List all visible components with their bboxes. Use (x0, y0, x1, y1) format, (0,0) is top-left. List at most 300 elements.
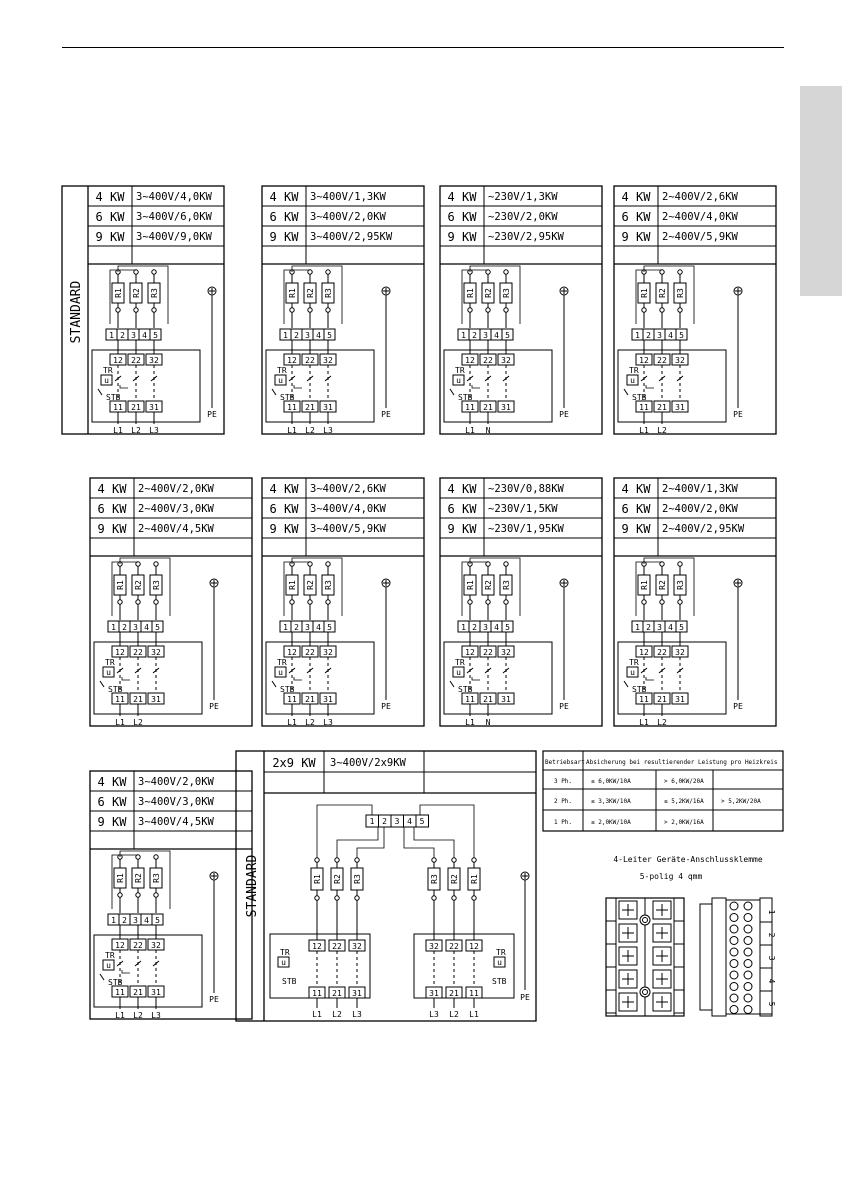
wire-clamp (730, 902, 738, 910)
contact-label: 22 (305, 356, 315, 365)
pe-label: PE (733, 410, 743, 419)
resistor-label: R3 (324, 288, 333, 298)
contact-label: 12 (639, 648, 649, 657)
power-label: 6 KW (621, 502, 651, 516)
resistor-label: R2 (450, 874, 459, 884)
contact-label: 22 (657, 356, 667, 365)
fuse-table-cell: ≤ 6,0KW/10A (591, 778, 631, 785)
terminal-node (315, 858, 319, 862)
pe-label: PE (733, 702, 743, 711)
power-label: 6 KW (95, 210, 125, 224)
power-label: 6 KW (447, 210, 477, 224)
voltage-spec: 3~400V/5,9KW (310, 523, 386, 535)
supply-line-label: L1 (115, 1011, 125, 1020)
contact-label: 11 (113, 403, 123, 412)
terminal-node (134, 308, 138, 312)
supply-line-label: L1 (469, 1010, 479, 1019)
voltage-spec: 3~400V/9,0KW (136, 231, 212, 243)
voltage-spec: 2~400V/3,0KW (138, 503, 214, 515)
wire (122, 970, 130, 973)
wire (133, 376, 139, 381)
pe-label: PE (381, 702, 391, 711)
wire (325, 376, 331, 381)
voltage-spec: 2~400V/4,5KW (138, 523, 214, 535)
stb-label: STB (492, 977, 507, 986)
contact-label: 12 (287, 356, 297, 365)
voltage-spec: ~230V/2,0KW (488, 211, 558, 223)
wire-clamp (744, 914, 752, 922)
terminal-block-number: 5 (767, 1001, 776, 1007)
power-label: 9 KW (621, 522, 651, 536)
heater-panel-9 (90, 771, 252, 1020)
contact-label: 21 (305, 403, 315, 412)
tr-unit-label: u (106, 668, 111, 677)
contact-label: 22 (483, 356, 493, 365)
terminal-node (678, 270, 682, 274)
heater-panel-3 (440, 186, 602, 435)
terminal-number: 2 (122, 916, 127, 925)
resistor-label: R2 (484, 288, 493, 298)
terminal-node (504, 270, 508, 274)
supply-line-label: L3 (352, 1010, 362, 1019)
power-label: 6 KW (97, 502, 127, 516)
wire (677, 668, 683, 673)
resistor-label: R1 (288, 288, 297, 298)
wire-clamp (744, 983, 752, 991)
resistor-label: R1 (313, 874, 322, 884)
terminal-node (118, 600, 122, 604)
terminal-block-number: 3 (767, 955, 776, 961)
contact-label: 31 (323, 403, 333, 412)
voltage-spec: 3~400V/4,0KW (310, 503, 386, 515)
contact-label: 32 (352, 942, 362, 951)
resistor-label: R2 (484, 580, 493, 590)
wire (98, 389, 102, 395)
supply-line-label: L2 (133, 718, 143, 727)
terminal-node (154, 893, 158, 897)
contact-label: 21 (483, 403, 493, 412)
terminal-node (136, 855, 140, 859)
terminal-node (118, 893, 122, 897)
terminal-number: 5 (505, 331, 510, 340)
terminal-node (134, 270, 138, 274)
stb-label: STB (108, 685, 123, 694)
terminal-number: 2 (122, 623, 127, 632)
terminal-number: 1 (111, 916, 116, 925)
voltage-spec: 3~400V/2,0KW (138, 776, 214, 788)
contact-label: 21 (133, 695, 143, 704)
wire (503, 376, 509, 381)
supply-line-label: L3 (151, 1011, 161, 1020)
voltage-spec: 2~400V/4,0KW (662, 211, 738, 223)
wire (624, 389, 628, 395)
power-label: 9 KW (97, 815, 127, 829)
voltage-spec: 2~400V/1,3KW (662, 483, 738, 495)
resistor-label: R1 (466, 288, 475, 298)
contact-label: 12 (465, 648, 475, 657)
fuse-table-cell: ≤ 3,3KW/10A (591, 798, 631, 805)
terminal-node (432, 858, 436, 862)
wire (325, 668, 331, 673)
voltage-spec: 3~400V/3,0KW (138, 796, 214, 808)
fuse-table-cell: > 6,0KW/20A (664, 778, 704, 785)
contact-label: 12 (113, 356, 123, 365)
fuse-table-cell: > 2,0KW/16A (664, 819, 704, 826)
contact-label: 11 (639, 403, 649, 412)
power-label: 9 KW (447, 230, 477, 244)
terminal-number: 4 (316, 623, 321, 632)
terminal-number: 3 (133, 916, 138, 925)
tr-unit-label: u (630, 668, 635, 677)
wire-clamp (730, 914, 738, 922)
supply-line-label: L2 (133, 1011, 143, 1020)
resistor-label: R1 (640, 580, 649, 590)
resistor-label: R3 (502, 580, 511, 590)
terminal-number: 1 (635, 623, 640, 632)
terminal-number: 1 (111, 623, 116, 632)
pe-label: PE (520, 993, 530, 1002)
terminal-number: 3 (657, 331, 662, 340)
supply-line-label: L1 (465, 426, 475, 435)
terminal-node (355, 858, 359, 862)
power-label: 9 KW (269, 230, 299, 244)
power-label: 6 KW (447, 502, 477, 516)
terminal-number: 2 (472, 623, 477, 632)
terminal-number: 3 (394, 817, 400, 826)
contact-label: 31 (352, 989, 362, 998)
wire (272, 389, 276, 395)
terminal-number: 4 (407, 817, 412, 826)
terminal-number: 5 (327, 623, 332, 632)
resistor-label: R1 (470, 874, 479, 884)
wire (294, 385, 302, 388)
fuse-table (543, 751, 783, 831)
stb-label: STB (458, 393, 473, 402)
wire (337, 827, 378, 858)
terminal-node (136, 893, 140, 897)
terminal-number: 2 (646, 331, 651, 340)
terminal-node (678, 308, 682, 312)
terminal-block-figure (606, 855, 776, 1016)
contact-label: 22 (133, 648, 143, 657)
tr-label: TR (496, 948, 506, 957)
wire-clamp (730, 960, 738, 968)
heater-panel-4 (614, 186, 776, 435)
fuse-table-cell: > 5,2KW/20A (721, 798, 761, 805)
terminal-number: 5 (327, 331, 332, 340)
resistor-label: R3 (324, 580, 333, 590)
tr-label: TR (280, 948, 290, 957)
wire (289, 668, 295, 673)
wire (151, 376, 157, 381)
fuse-table-mode: 2 Ph. (553, 798, 573, 805)
tr-unit-label: u (456, 376, 461, 385)
tr-label: TR (105, 658, 115, 667)
terminal-number: 4 (494, 623, 499, 632)
tr-unit-label: u (106, 961, 111, 970)
wire (467, 668, 473, 673)
terminal-number: 4 (142, 331, 147, 340)
voltage-spec: ~230V/0,88KW (488, 483, 564, 495)
voltage-spec: 3~400V/4,0KW (136, 191, 212, 203)
terminal-number: 5 (153, 331, 158, 340)
wire-clamp (744, 948, 752, 956)
contact-label: 21 (657, 403, 667, 412)
wire (472, 677, 480, 680)
terminal-number: 5 (679, 623, 684, 632)
wire-clamp (744, 971, 752, 979)
resistor-label: R1 (466, 580, 475, 590)
wire (467, 376, 473, 381)
terminal-node (308, 308, 312, 312)
tr-unit-label: u (104, 376, 109, 385)
terminal-node (432, 896, 436, 900)
tr-label: TR (103, 366, 113, 375)
terminal-block-number: 4 (767, 978, 776, 984)
contact-label: 21 (449, 989, 459, 998)
power-label: 9 KW (269, 522, 299, 536)
fuse-table-header: Absicherung bei resultierender Leistung pro Heizkreis (586, 759, 778, 766)
contact-label: 32 (675, 648, 685, 657)
wire (624, 681, 628, 687)
pe-label: PE (559, 410, 569, 419)
terminal-node (452, 896, 456, 900)
terminal-number: 3 (657, 623, 662, 632)
wire (485, 376, 491, 381)
wire (153, 668, 159, 673)
terminal-node (116, 308, 120, 312)
supply-line-label: L2 (449, 1010, 459, 1019)
wire (115, 376, 121, 381)
terminal-node (308, 270, 312, 274)
contact-label: 11 (287, 695, 297, 704)
heater-panel-8 (614, 478, 776, 727)
terminal-number: 5 (155, 916, 160, 925)
terminal-node (472, 858, 476, 862)
wire (641, 376, 647, 381)
wire (117, 668, 123, 673)
terminal-node (468, 600, 472, 604)
terminal-node (355, 896, 359, 900)
contact-label: 31 (149, 403, 159, 412)
terminal-number: 2 (382, 817, 387, 826)
power-label: 4 KW (95, 190, 125, 204)
tr-label: TR (629, 658, 639, 667)
terminal-number: 4 (316, 331, 321, 340)
tr-label: TR (277, 658, 287, 667)
wire (450, 389, 454, 395)
supply-line-label: L2 (332, 1010, 342, 1019)
terminal-number: 1 (283, 623, 288, 632)
resistor-label: R1 (114, 288, 123, 298)
wire (646, 385, 654, 388)
contact-label: 22 (657, 648, 667, 657)
terminal-node (308, 562, 312, 566)
standard-label: STANDARD (245, 854, 260, 918)
contact-label: 22 (483, 648, 493, 657)
terminal-node (642, 600, 646, 604)
terminal-node (152, 308, 156, 312)
tr-label: TR (105, 951, 115, 960)
contact-label: 32 (149, 356, 159, 365)
contact-label: 11 (287, 403, 297, 412)
terminal-node (290, 308, 294, 312)
terminal-node (504, 562, 508, 566)
voltage-spec: 3~400V/6,0KW (136, 211, 212, 223)
panel-frame (236, 751, 536, 1021)
wire (100, 974, 104, 980)
resistor-label: R3 (150, 288, 159, 298)
terminal-node (504, 600, 508, 604)
terminal-node (326, 562, 330, 566)
voltage-spec: ~230V/2,95KW (488, 231, 564, 243)
fuse-table-mode: 3 Ph. (553, 778, 573, 785)
contact-label: 11 (465, 403, 475, 412)
terminal-number: 2 (294, 623, 299, 632)
wire (289, 376, 295, 381)
tr-unit-label: u (630, 376, 635, 385)
terminal-node (452, 858, 456, 862)
supply-line-label: L3 (149, 426, 159, 435)
power-label: 9 KW (97, 522, 127, 536)
voltage-spec: 3~400V/2x9KW (330, 757, 406, 769)
contact-label: 12 (639, 356, 649, 365)
resistor-label: R1 (640, 288, 649, 298)
contact-label: 22 (131, 356, 141, 365)
tr-label: TR (455, 366, 465, 375)
wire (317, 805, 372, 858)
fixing-screw (643, 918, 648, 923)
terminal-node (468, 308, 472, 312)
supply-line-label: N (485, 718, 491, 727)
terminal-number: 2 (294, 331, 299, 340)
terminal-number: 1 (369, 817, 375, 826)
terminal-node (660, 270, 664, 274)
stb-label: STB (458, 685, 473, 694)
pe-label: PE (559, 702, 569, 711)
resistor-label: R3 (502, 288, 511, 298)
terminal-number: 4 (668, 331, 673, 340)
supply-line-label: L1 (639, 426, 649, 435)
supply-line-label: L1 (113, 426, 123, 435)
terminal-block-side (712, 898, 726, 1016)
contact-label: 21 (305, 695, 315, 704)
tr-label: TR (455, 658, 465, 667)
resistor-label: R1 (116, 873, 125, 883)
contact-label: 11 (312, 989, 322, 998)
voltage-spec: 3~400V/2,95KW (310, 231, 393, 243)
supply-line-label: L3 (429, 1010, 439, 1019)
tr-label: TR (277, 366, 287, 375)
power-label: 9 KW (95, 230, 125, 244)
terminal-number: 5 (679, 331, 684, 340)
terminal-number: 4 (494, 331, 499, 340)
power-label: 2x9 KW (272, 756, 316, 770)
contact-label: 11 (469, 989, 479, 998)
contact-label: 31 (151, 695, 161, 704)
power-label: 9 KW (621, 230, 651, 244)
fixing-screw (643, 990, 648, 995)
heater-panel-2 (262, 186, 424, 435)
stb-label: STB (632, 685, 647, 694)
stb-label: STB (282, 977, 297, 986)
power-label: 6 KW (269, 502, 299, 516)
stb-label: STB (280, 685, 295, 694)
heater-panel-6 (262, 478, 424, 727)
supply-line-label: L2 (657, 426, 667, 435)
terminal-node (486, 270, 490, 274)
contact-label: 21 (483, 695, 493, 704)
wire (122, 677, 130, 680)
terminal-node (154, 562, 158, 566)
wire (659, 668, 665, 673)
double-heater-panel (236, 751, 536, 1021)
resistor-label: R2 (306, 580, 315, 590)
supply-line-label: L1 (312, 1010, 322, 1019)
pe-label: PE (381, 410, 391, 419)
terminal-node (136, 600, 140, 604)
terminal-number: 2 (472, 331, 477, 340)
power-label: 6 KW (269, 210, 299, 224)
terminal-number: 2 (646, 623, 651, 632)
wire (420, 805, 474, 858)
wire (357, 827, 384, 858)
terminal-number: 5 (419, 817, 425, 826)
wire-clamp (730, 937, 738, 945)
stb-label: STB (280, 393, 295, 402)
stb-label: STB (108, 978, 123, 987)
voltage-spec: 2~400V/2,95KW (662, 523, 745, 535)
wire-clamp (744, 937, 752, 945)
tr-label: TR (629, 366, 639, 375)
resistor-label: R3 (676, 580, 685, 590)
voltage-spec: ~230V/1,95KW (488, 523, 564, 535)
wire-clamp (730, 948, 738, 956)
terminal-block-number: 1 (767, 909, 776, 915)
wire (472, 385, 480, 388)
wire-clamp (730, 994, 738, 1002)
voltage-spec: 2~400V/5,9KW (662, 231, 738, 243)
terminal-number: 3 (483, 331, 488, 340)
resistor-label: R2 (658, 288, 667, 298)
terminal-number: 2 (120, 331, 125, 340)
terminal-number: 3 (131, 331, 136, 340)
resistor-label: R2 (658, 580, 667, 590)
resistor-label: R1 (116, 580, 125, 590)
pe-label: PE (209, 702, 219, 711)
terminal-node (315, 896, 319, 900)
supply-line-label: L2 (131, 426, 141, 435)
terminal-block-number: 2 (767, 932, 776, 938)
terminal-number: 1 (461, 623, 466, 632)
contact-label: 22 (449, 942, 459, 951)
wire (100, 681, 104, 687)
terminal-number: 1 (283, 331, 288, 340)
terminal-node (308, 600, 312, 604)
wire (450, 681, 454, 687)
terminal-node (335, 896, 339, 900)
wire (272, 681, 276, 687)
contact-label: 31 (429, 989, 439, 998)
resistor-label: R2 (134, 873, 143, 883)
contact-label: 32 (151, 648, 161, 657)
terminal-number: 3 (133, 623, 138, 632)
terminal-node (154, 600, 158, 604)
contact-label: 32 (501, 356, 511, 365)
terminal-node (660, 562, 664, 566)
terminal-number: 4 (144, 623, 149, 632)
supply-line-label: L2 (305, 426, 315, 435)
